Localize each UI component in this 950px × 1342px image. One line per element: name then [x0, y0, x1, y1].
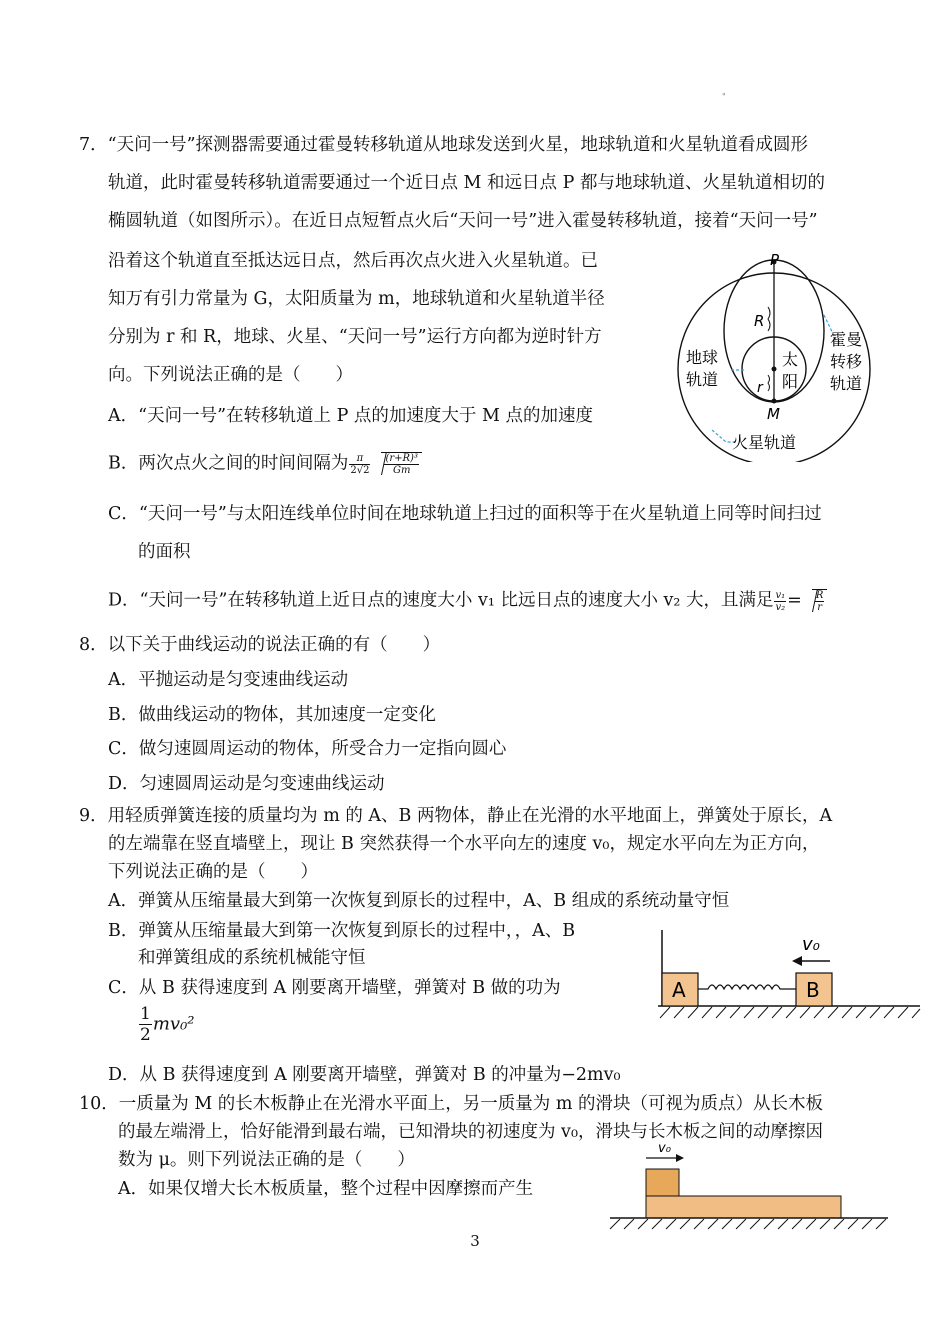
q7-option-b-sqrt-den: Gm: [392, 465, 411, 476]
q7-option-b-sqrt: [381, 452, 422, 476]
label-small-r: r: [757, 380, 763, 396]
sun-dot: [772, 367, 777, 372]
q9-option-c-frac-num: 1: [140, 1004, 151, 1024]
q7-option-b-sqrt-num: (r+R)³: [385, 453, 418, 464]
label-earth-1: 地球: [686, 348, 719, 367]
label-sun-1: 太: [782, 350, 799, 369]
big-r-brace: [768, 307, 770, 331]
q7-option-d-fraction: [774, 590, 786, 613]
orbit-diagram: [676, 252, 901, 462]
slider-block: [646, 1169, 679, 1196]
q8-option-b: B．做曲线运动的物体，其加速度一定变化: [108, 705, 436, 725]
q7-line5: 知万有引力常量为 G，太阳质量为 m，地球轨道和火星轨道半径: [108, 289, 605, 309]
q7-line2: 轨道，此时霍曼转移轨道需要通过一个近日点 M 和远日点 P 都与地球轨道、火星轨道相切的: [108, 173, 825, 193]
q7-option-c-line1: C．“天问一号”与太阳连线单位时间在地球轨道上扫过的面积等于在火星轨道上同等时间扫过: [108, 504, 822, 524]
q10-line2: 的最左端滑上，恰好能滑到最右端，已知滑块的初速度为 v₀，滑块与长木板之间的动摩擦因: [118, 1122, 823, 1142]
q10-line3: 数为 μ。则下列说法正确的是（ ）: [118, 1150, 415, 1170]
q7-option-d-frac-num: v₁: [775, 589, 786, 601]
q10-line1: 10．一质量为 M 的长木板静止在光滑水平面上，另一质量为 m 的滑块（可视为质点）从长木板: [79, 1094, 824, 1114]
q7-line3: 椭圆轨道（如图所示）。在近日点短暂点火后“天问一号”进入霍曼转移轨道，接着“天问一号”: [108, 211, 818, 231]
q9-option-d: D．从 B 获得速度到 A 刚要离开墙壁，弹簧对 B 的冲量为−2mv₀: [108, 1065, 621, 1085]
header-mark: ": [722, 92, 726, 101]
q7-option-a: A．“天问一号”在转移轨道上 P 点的加速度大于 M 点的加速度: [108, 406, 593, 426]
label-hohmann-1: 霍曼: [830, 330, 863, 349]
q9-option-a: A．弹簧从压缩量最大到第一次恢复到原长的过程中，A、B 组成的系统动量守恒: [108, 891, 730, 911]
label-earth-2: 轨道: [686, 370, 719, 389]
label-mars: 火星轨道: [732, 433, 797, 452]
q7-option-b-prefix: B．两次点火之间的时间间隔为: [108, 453, 349, 474]
label-hohmann-3: 轨道: [830, 374, 863, 393]
q7-option-d-sqrt: [812, 589, 828, 613]
q7-option-b-sqrt-fraction: [384, 453, 419, 476]
label-big-r: R: [754, 312, 765, 330]
q9-option-c-line1: C．从 B 获得速度到 A 刚要离开墙壁，弹簧对 B 做的功为: [108, 978, 561, 998]
board-ground-hatch: [610, 1219, 886, 1229]
label-p: P: [770, 252, 780, 269]
label-b: B: [806, 978, 820, 1002]
q7-option-d-frac-den: v₂: [775, 601, 786, 613]
q9-option-c-frac-den: 2: [140, 1025, 151, 1045]
q9-line3: 下列说法正确的是（ ）: [108, 862, 318, 882]
label-a: A: [672, 978, 686, 1002]
label-m: M: [767, 405, 780, 423]
small-r-brace: [768, 375, 770, 391]
q8-stem: 8．以下关于曲线运动的说法正确的有（ ）: [79, 635, 441, 655]
point-m-dot: [772, 399, 777, 404]
q7-option-d-equals: =: [787, 590, 802, 611]
board-diagram: [606, 1138, 891, 1232]
q9-option-c-fraction: [139, 1004, 152, 1045]
q7-line7: 向。下列说法正确的是（ ）: [108, 365, 353, 385]
q7-option-d: [108, 589, 827, 613]
q8-option-c: C．做匀速圆周运动的物体，所受合力一定指向圆心: [108, 739, 507, 759]
velocity-arrow-head: [792, 956, 802, 966]
label-sun-2: 阳: [782, 372, 799, 391]
q9-option-b-line2: 和弹簧组成的系统机械能守恒: [138, 948, 366, 968]
q7-option-d-sqrt-den: r: [817, 602, 822, 613]
ground-hatch: [660, 1007, 920, 1018]
q9-option-c-expr: mv₀²: [152, 1013, 195, 1035]
q7-option-d-sqrt-fraction: [815, 590, 825, 613]
q7-option-b-fraction: [349, 453, 370, 476]
board-label-v0: v₀: [658, 1141, 671, 1156]
q7-line6: 分别为 r 和 R，地球、火星、“天问一号”运行方向都为逆时针方: [108, 327, 602, 347]
page-number: 3: [470, 1232, 480, 1250]
q9-line2: 的左端靠在竖直墙壁上，现让 B 突然获得一个水平向左的速度 v₀，规定水平向左为正方向，: [108, 834, 820, 854]
label-v0: v₀: [802, 934, 820, 955]
spring: [698, 985, 796, 989]
q7-line4: 沿着这个轨道直至抵达远日点，然后再次点火进入火星轨道。已: [108, 251, 598, 271]
q8-option-d: D．匀速圆周运动是匀变速曲线运动: [108, 774, 385, 794]
q9-option-b-line1: B．弹簧从压缩量最大到第一次恢复到原长的过程中，，A、B: [108, 921, 576, 941]
q9-option-c-expression: [138, 1004, 195, 1045]
q7-option-b-frac-num: π: [349, 453, 370, 465]
q7-option-b: [108, 452, 422, 476]
q8-option-a: A．平抛运动是匀变速曲线运动: [108, 670, 349, 690]
q7-option-d-sqrt-num: R: [815, 590, 824, 601]
long-board: [646, 1196, 841, 1218]
spring-diagram: [652, 928, 924, 1024]
q9-line1: 9．用轻质弹簧连接的质量均为 m 的 A、B 两物体，静止在光滑的水平地面上，弹簧处于原长，A: [79, 806, 833, 826]
q7-line1: 7．“天问一号”探测器需要通过霍曼转移轨道从地球发送到火星，地球轨道和火星轨道看成圆形: [79, 135, 809, 155]
label-hohmann-2: 转移: [830, 352, 863, 371]
q7-option-c-line2: 的面积: [138, 542, 191, 562]
q10-option-a: A．如果仅增大长木板质量，整个过程中因摩擦而产生: [118, 1179, 534, 1199]
q7-option-b-frac-den: 2√2: [350, 464, 370, 476]
q7-option-d-prefix: D．“天问一号”在转移轨道上近日点的速度大小 v₁ 比远日点的速度大小 v₂ 大，且满足: [108, 590, 774, 611]
board-velocity-arrow-head: [676, 1154, 684, 1162]
